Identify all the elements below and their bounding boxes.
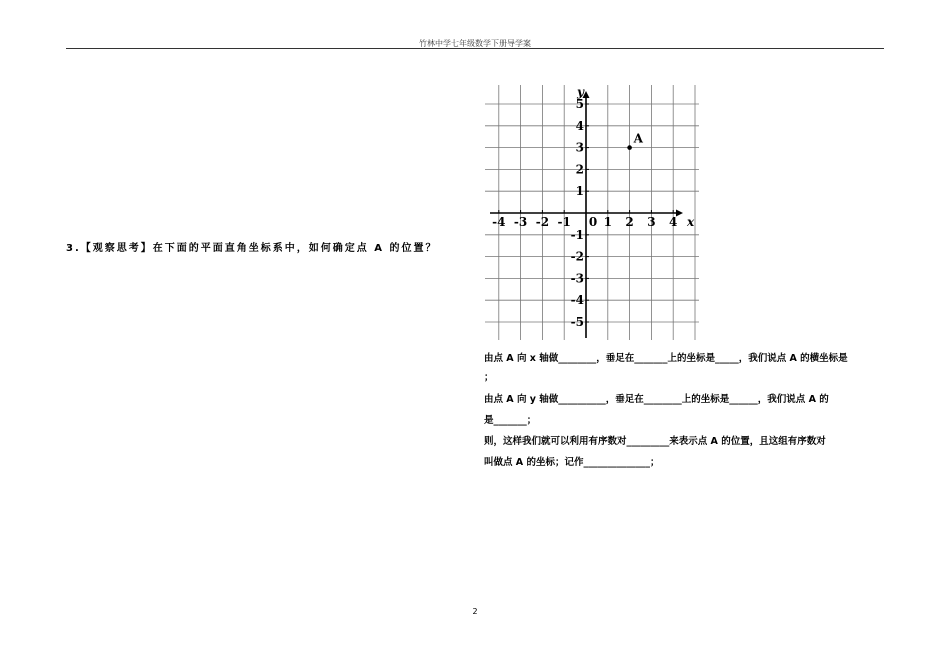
header-rule	[66, 48, 884, 49]
y-tick-label: 3	[575, 140, 584, 155]
page-header: 竹林中学七年级数学下册导学案	[419, 39, 531, 48]
paragraph-line: 是_______；	[484, 415, 537, 426]
page-number: 2	[472, 607, 478, 616]
x-tick-label: 2	[625, 215, 634, 229]
x-tick-label: 4	[669, 215, 678, 229]
paragraph-line: 由点 A 向 y 轴做__________，垂足在________上的坐标是______，我们说点 A 的	[484, 394, 829, 405]
point-a-dot	[627, 145, 632, 150]
x-tick-label: 1	[603, 215, 612, 229]
point-a-label: A	[633, 131, 643, 146]
paragraph-line: 则，这样我们就可以利用有序数对_________来表示点 A 的位置，且这组有序数对	[484, 436, 826, 447]
y-axis-label: y	[577, 85, 584, 99]
x-tick-label: -1	[557, 215, 571, 229]
x-tick-label: -3	[513, 215, 528, 229]
paragraph-line: ；	[484, 372, 494, 383]
paragraph-line: 由点 A 向 x 轴做________，垂足在_______上的坐标是_____，我们说点 A 的横坐标是	[484, 353, 848, 364]
y-tick-label: -4	[570, 293, 584, 308]
y-tick-label: 1	[575, 184, 584, 199]
x-tick-label: -4	[492, 215, 506, 229]
y-tick-label: -2	[570, 249, 584, 264]
question-3: 3.【观察思考】在下面的平面直角坐标系中，如何确定点 A 的位置？	[66, 243, 438, 254]
x-tick-label: -2	[535, 215, 550, 229]
origin-label: 0	[588, 215, 598, 229]
x-axis-label: x	[687, 215, 695, 229]
y-tick-label: -3	[570, 271, 584, 286]
x-tick-labels	[492, 215, 677, 229]
coordinate-graph	[480, 82, 700, 347]
paragraph-line: 叫做点 A 的坐标；记作______________；	[484, 457, 660, 468]
y-tick-label: 2	[575, 162, 584, 177]
y-tick-label: 5	[575, 97, 584, 111]
y-tick-label: 4	[575, 118, 584, 133]
x-tick-label: 3	[647, 215, 656, 229]
y-tick-label: -1	[570, 227, 584, 242]
y-tick-label: -5	[570, 315, 584, 329]
